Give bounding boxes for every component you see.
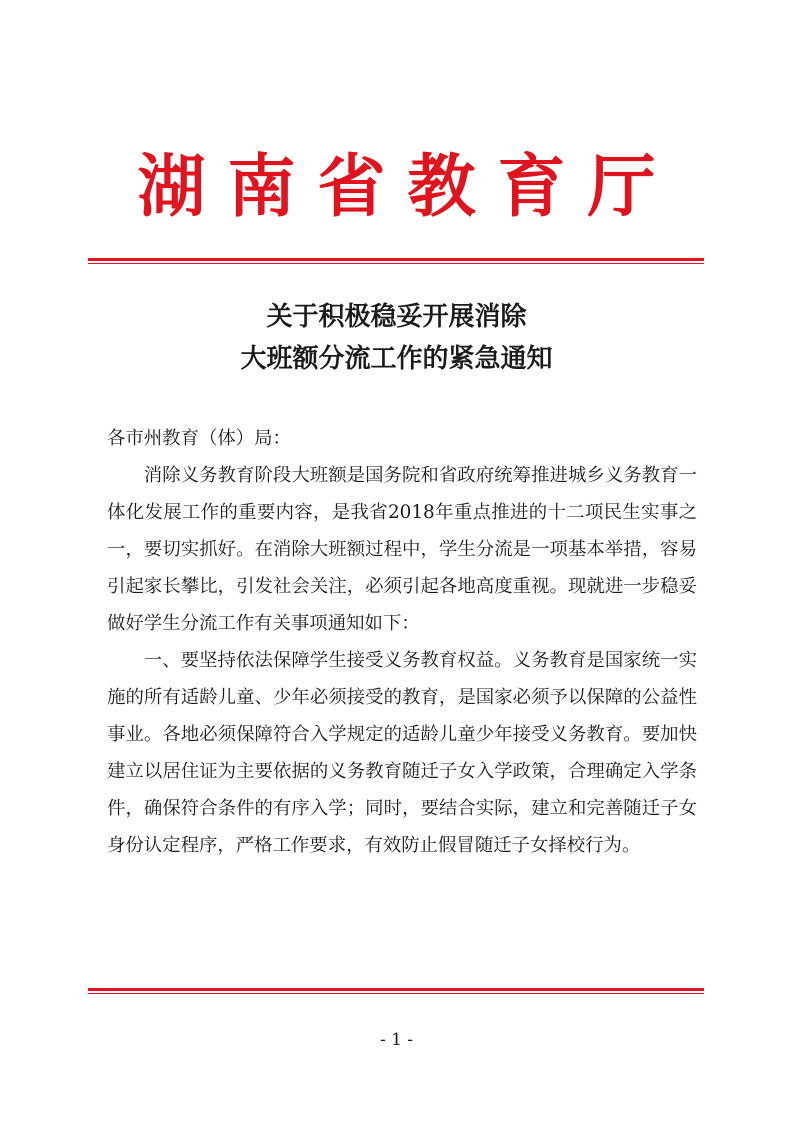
- document-body: [107, 420, 697, 864]
- paragraph-2: 一、要坚持依法保障学生接受义务教育权益。义务教育是国家统一实施的所有适龄儿童、少年必须接受的教育，是国家必须予以保障的公益性事业。各地必须保障符合入学规定的适龄儿童少年接受义务教育。要加快建立以居住证为主要依据的义务教育随迁子女入学政策，合理确定入学条件，确保符合条件的有序入学；同时，要结合实际，建立和完善随迁子女身份认定程序，严格工作要求，有效防止假冒随迁子女择校行为。: [107, 650, 697, 856]
- paragraph-1: 消除义务教育阶段大班额是国务院和省政府统筹推进城乡义务教育一体化发展工作的重要内容，是我省2018年重点推进的十二项民生实事之一，要切实抓好。在消除大班额过程中，学生分流是一项基本举措，容易引起家长攀比，引发社会关注，必须引起各地高度重视。现就进一步稳妥做好学生分流工作有关事项通知如下：: [107, 465, 697, 634]
- salutation: 各市州教育（体）局：: [107, 428, 291, 449]
- document-title-line-1: 关于积极稳妥开展消除: [266, 302, 527, 332]
- document-title: [0, 296, 793, 380]
- letterhead-divider: [88, 258, 704, 264]
- document-title-line-2: 大班额分流工作的紧急通知: [240, 344, 553, 374]
- letterhead-title: 湖南省教育厅: [137, 148, 678, 227]
- page-number: - 1 -: [379, 1030, 414, 1050]
- footer-divider: [88, 988, 704, 994]
